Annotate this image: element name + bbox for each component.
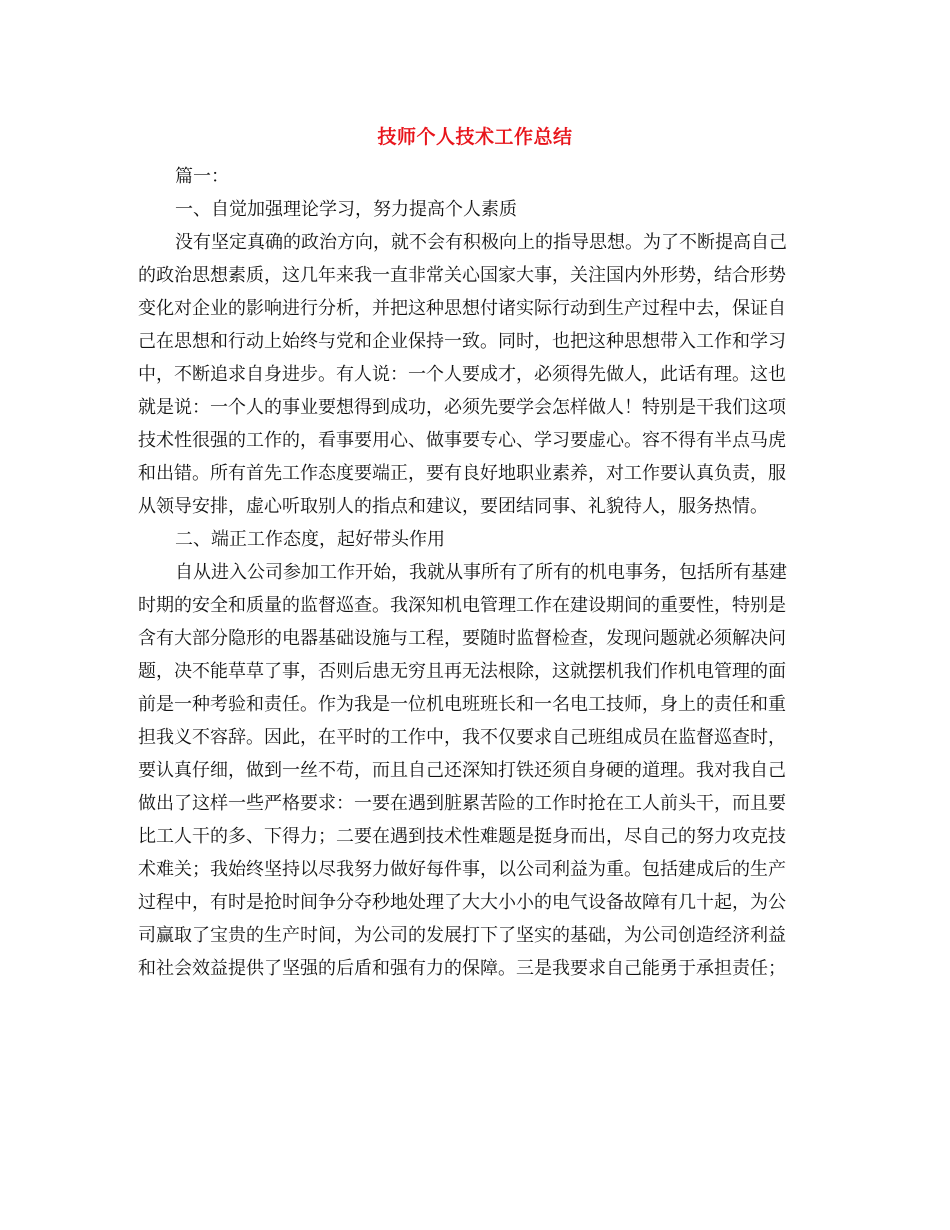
text-line: 时期的安全和质量的监督巡查。我深知机电管理工作在建设期间的重要性，特别是 [138,595,786,616]
text-line: 前是一种考验和责任。作为我是一位机电班班长和一名电工技师，身上的责任和重 [138,694,786,715]
text-line: 从领导安排，虚心听取别人的指点和建议，要团结同事、礼貌待人，服务热情。 [138,496,768,517]
text-line: 自从进入公司参加工作开始，我就从事所有了所有的机电事务，包括所有基建 [175,562,787,583]
text-line: 和出错。所有首先工作态度要端正，要有良好地职业素养，对工作要认真负责，服 [138,463,786,484]
text-line: 过程中，有时是抢时间争分夺秒地处理了大大小小的电气设备故障有几十起，为公 [138,892,786,913]
text-line: 和社会效益提供了坚强的后盾和强有力的保障。三是我要求自己能勇于承担责任； [138,958,786,979]
text-line: 没有坚定真确的政治方向，就不会有积极向上的指导思想。为了不断提高自己 [175,232,787,253]
text-line: 做出了这样一些严格要求：一要在遇到脏累苦险的工作时抢在工人前头干，而且要 [138,793,786,814]
text-line: 篇一： [175,166,229,187]
document-body [138,160,814,985]
text-line: 比工人干的多、下得力；二要在遇到技术性难题是挺身而出，尽自己的努力攻克技 [138,826,786,847]
text-line: 就是说：一个人的事业要想得到成功，必须先要学会怎样做人！特别是干我们这项 [138,397,786,418]
text-line: 含有大部分隐形的电器基础设施与工程，要随时监督检查，发现问题就必须解决问 [138,628,786,649]
text-line: 中，不断追求自身进步。有人说：一个人要成才，必须得先做人，此话有理。这也 [138,364,786,385]
text-line: 题，决不能草草了事，否则后患无穷且再无法根除，这就摆机我们作机电管理的面 [138,661,786,682]
text-line: 术难关；我始终坚持以尽我努力做好每件事，以公司利益为重。包括建成后的生产 [138,859,786,880]
text-line: 司赢取了宝贵的生产时间，为公司的发展打下了坚实的基础，为公司创造经济利益 [138,925,786,946]
document-title: 技师个人技术工作总结 [377,126,573,148]
text-line: 一、自觉加强理论学习，努力提高个人素质 [175,199,517,220]
text-line: 担我义不容辞。因此，在平时的工作中，我不仅要求自己班组成员在监督巡查时， [138,727,786,748]
text-line: 二、端正工作态度，起好带头作用 [175,529,445,550]
text-line: 变化对企业的影响进行分析，并把这种思想付诸实际行动到生产过程中去，保证自 [138,298,786,319]
text-line: 要认真仔细，做到一丝不苟，而且自己还深知打铁还须自身硬的道理。我对我自己 [138,760,786,781]
text-line: 的政治思想素质，这几年来我一直非常关心国家大事，关注国内外形势，结合形势 [138,265,786,286]
text-line: 己在思想和行动上始终与党和企业保持一致。同时，也把这种思想带入工作和学习 [138,331,786,352]
text-line: 技术性很强的工作的，看事要用心、做事要专心、学习要虚心。容不得有半点马虎 [138,430,786,451]
